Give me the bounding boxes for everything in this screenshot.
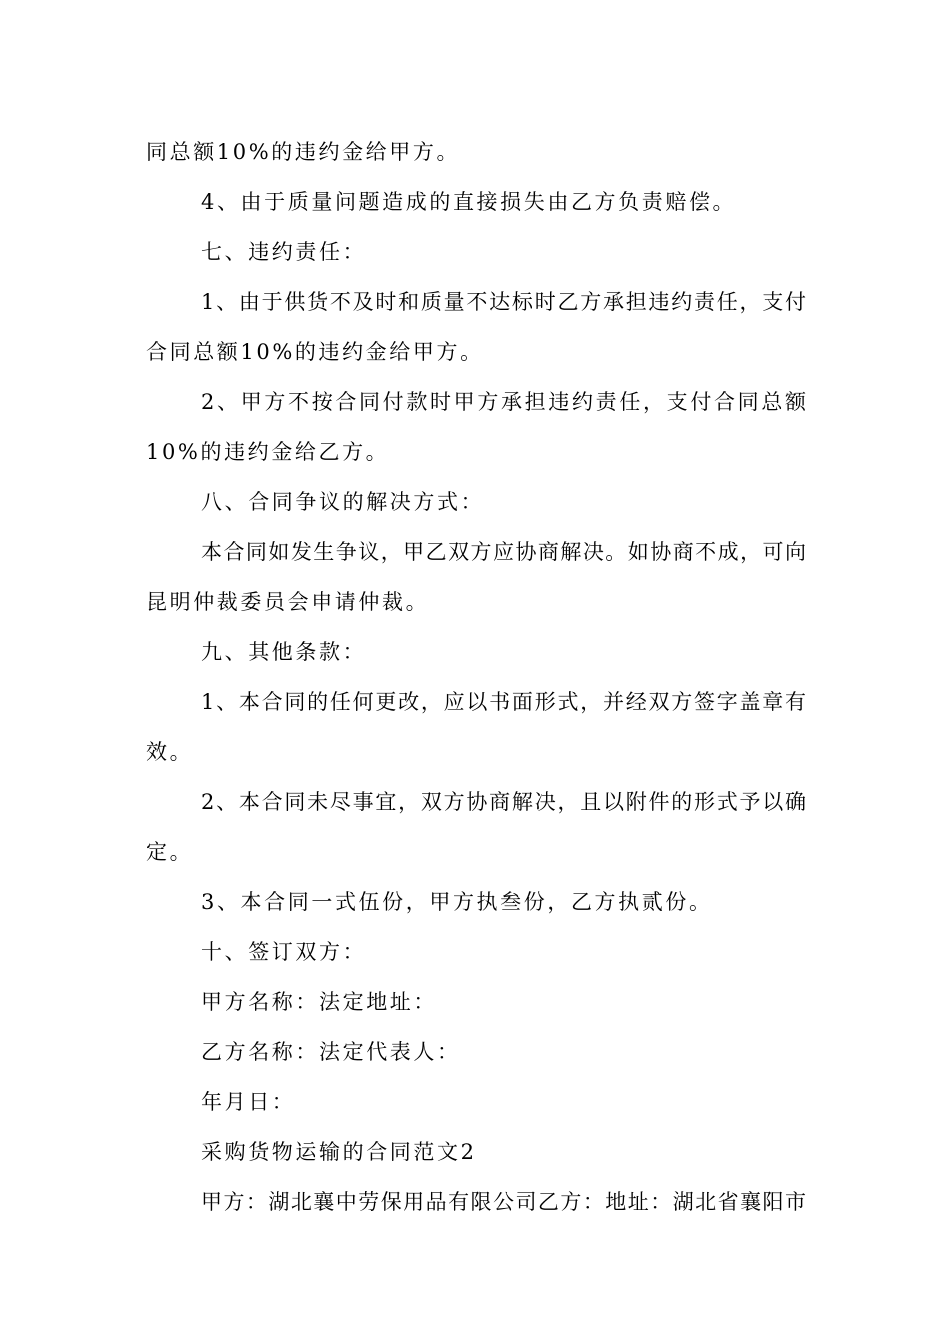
document-title: 采购货物运输的合同范文2 — [201, 1140, 477, 1164]
text-line: 乙方名称：法定代表人： — [201, 1040, 461, 1064]
text-line: 1、本合同的任何更改，应以书面形式，并经双方签字盖章有 — [201, 690, 806, 714]
section-heading: 七、违约责任： — [201, 240, 367, 264]
text-line: 效。 — [146, 740, 194, 764]
text-line: 合同总额10%的违约金给甲方。 — [146, 340, 484, 364]
text-line: 昆明仲裁委员会申请仲裁。 — [146, 590, 430, 614]
text-line: 3、本合同一式伍份，甲方执叁份，乙方执贰份。 — [201, 890, 713, 914]
text-line: 2、本合同未尽事宜，双方协商解决，且以附件的形式予以确 — [201, 790, 806, 814]
text-line: 甲方名称：法定地址： — [201, 990, 437, 1014]
text-line: 年月日： — [201, 1090, 296, 1114]
text-line: 4、由于质量问题造成的直接损失由乙方负责赔偿。 — [201, 190, 737, 214]
section-heading: 八、合同争议的解决方式： — [201, 490, 485, 514]
text-line: 定。 — [146, 840, 194, 864]
text-line: 甲方：湖北襄中劳保用品有限公司乙方：地址：湖北省襄阳市 — [201, 1190, 806, 1214]
text-line: 1、由于供货不及时和质量不达标时乙方承担违约责任，支付 — [201, 290, 806, 314]
section-heading: 十、签订双方： — [201, 940, 367, 964]
text-line: 同总额10%的违约金给甲方。 — [146, 140, 461, 164]
section-heading: 九、其他条款： — [201, 640, 367, 664]
text-line: 本合同如发生争议，甲乙双方应协商解决。如协商不成，可向 — [201, 540, 806, 564]
text-line: 2、甲方不按合同付款时甲方承担违约责任，支付合同总额 — [201, 390, 806, 414]
text-line: 10%的违约金给乙方。 — [146, 440, 390, 464]
